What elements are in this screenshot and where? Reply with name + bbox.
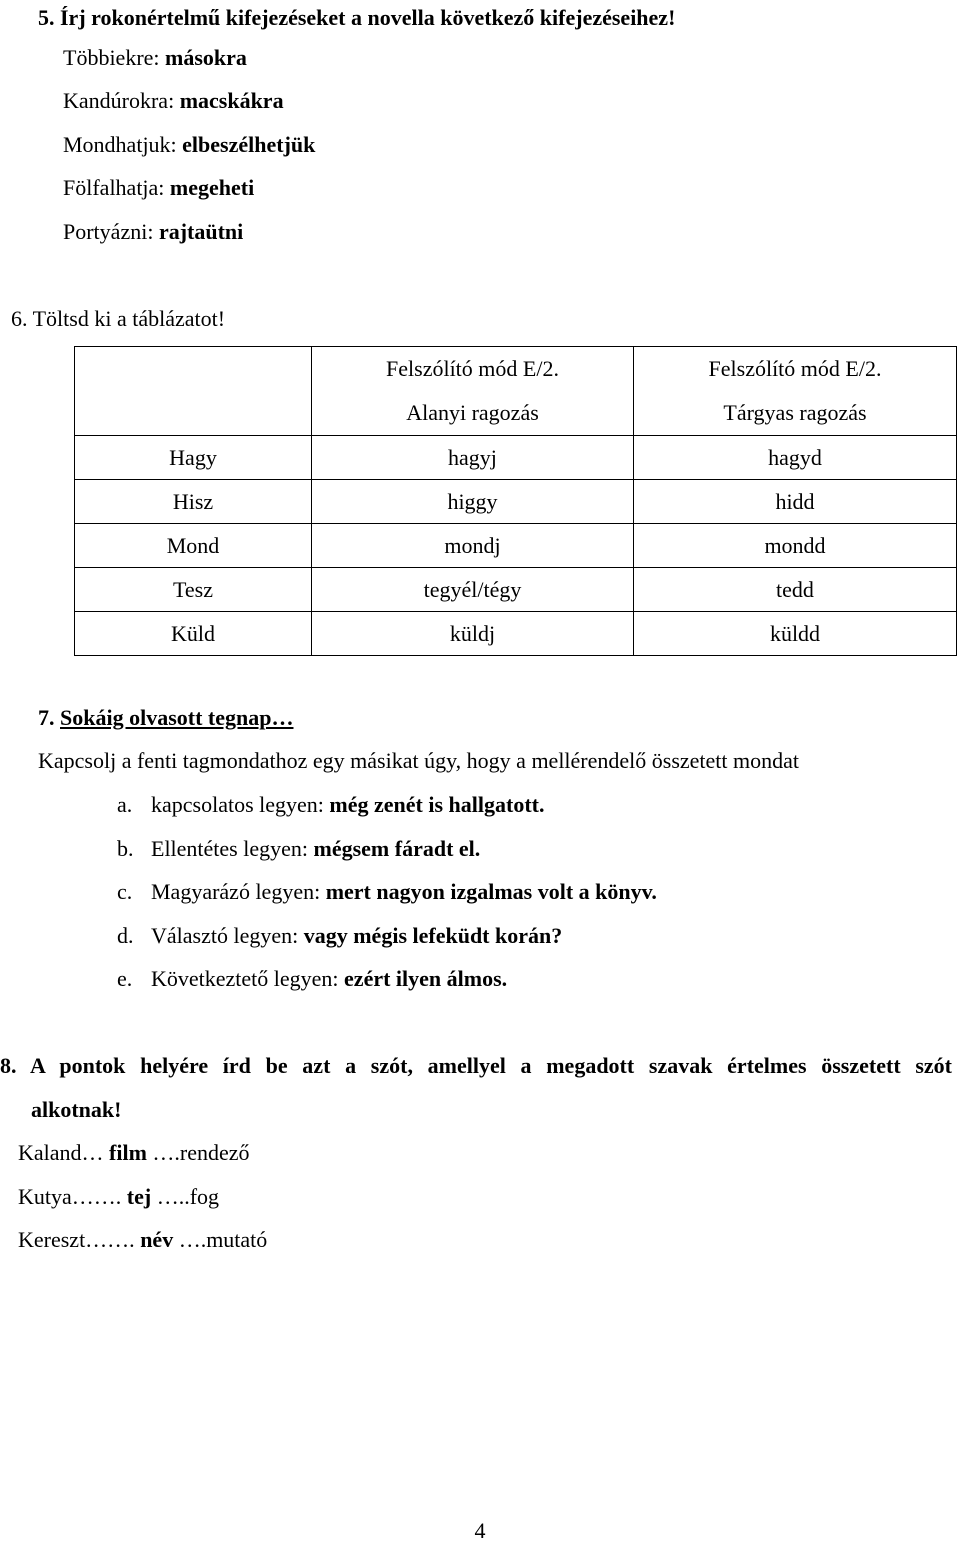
task7-item — [151, 835, 480, 863]
table-row — [75, 524, 957, 568]
task7-prompt: Ellentétes legyen: — [151, 836, 314, 861]
table-cell-verb: Küld — [75, 612, 312, 656]
task8-answer: film — [109, 1140, 147, 1165]
table-cell-targyas: mondd — [634, 524, 957, 568]
table-cell-targyas: küldd — [634, 612, 957, 656]
task5-answer: elbeszélhetjük — [182, 132, 316, 157]
task7-item-letter: a. — [117, 792, 133, 817]
table-row — [75, 612, 957, 656]
task7-item — [151, 878, 657, 906]
table-cell-targyas: tedd — [634, 568, 957, 612]
task5-prompt: Többiekre: — [63, 45, 166, 70]
task7-answer: vagy mégis lefeküdt korán? — [303, 923, 563, 948]
task7-instruction: Kapcsolj a fenti tagmondathoz egy másikat úgy, hogy a mellérendelő összetett mondat — [38, 748, 800, 773]
table-cell-alanyi: mondj — [312, 524, 634, 568]
task7-prompt: Következtető legyen: — [151, 966, 345, 991]
task5-answer: macskákra — [179, 88, 284, 113]
table-row — [75, 480, 957, 524]
task7-title: Sokáig olvasott tegnap… — [60, 705, 294, 730]
task5-answer: másokra — [165, 45, 247, 70]
table-header-targyas — [634, 347, 957, 436]
task5-item — [63, 44, 247, 72]
task7-item-letter: b. — [117, 836, 134, 861]
header-conjugation: Alanyi ragozás — [406, 400, 539, 425]
table-cell-targyas: hidd — [634, 480, 957, 524]
table-cell-alanyi: hagyj — [312, 436, 634, 480]
task8-after: ….rendező — [146, 1140, 250, 1165]
task8-item — [18, 1139, 250, 1167]
table-cell-targyas: hagyd — [634, 436, 957, 480]
task8-after: ….mutató — [173, 1227, 268, 1252]
task5-prompt: Mondhatjuk: — [63, 132, 183, 157]
task8-before: Kutya……. — [18, 1184, 127, 1209]
task7-answer: ezért ilyen álmos. — [344, 966, 508, 991]
task8-before: Kereszt……. — [18, 1227, 141, 1252]
task7-item-letter: c. — [117, 879, 133, 904]
task5-item — [63, 87, 284, 115]
task8-item — [18, 1183, 219, 1211]
task7-prompt: kapcsolatos legyen: — [151, 792, 330, 817]
task5-item — [63, 218, 243, 246]
table-cell-verb: Tesz — [75, 568, 312, 612]
task7-number: 7. — [38, 705, 60, 730]
table-cell-alanyi: küldj — [312, 612, 634, 656]
task7-prompt: Választó legyen: — [151, 923, 304, 948]
page-number: 4 — [474, 1518, 486, 1543]
task8-heading-line2: alkotnak! — [31, 1097, 122, 1122]
task7-item — [151, 791, 544, 819]
task5-prompt: Kandúrokra: — [63, 88, 180, 113]
table-cell-alanyi: tegyél/tégy — [312, 568, 634, 612]
task7-item — [151, 965, 507, 993]
task8-answer: tej — [126, 1184, 152, 1209]
table-cell-verb: Mond — [75, 524, 312, 568]
task7-item-letter: d. — [117, 923, 134, 948]
task8-before: Kaland… — [18, 1140, 110, 1165]
task7-answer: még zenét is hallgatott. — [329, 792, 545, 817]
task5-answer: rajtaütni — [158, 219, 244, 244]
header-mode: Felszólító mód E/2. — [708, 356, 882, 381]
table-cell-verb: Hisz — [75, 480, 312, 524]
task5-prompt: Fölfalhatja: — [63, 175, 170, 200]
table-row — [75, 568, 957, 612]
task5-item — [63, 174, 254, 202]
task7-answer: mert nagyon izgalmas volt a könyv. — [325, 879, 657, 904]
task7-heading — [38, 704, 293, 732]
task8-heading-line1: 8. A pontok helyére írd be azt a szót, amellyel a megadott szavak értelmes összetett szót — [0, 1053, 952, 1078]
table-cell-alanyi: higgy — [312, 480, 634, 524]
task8-after: …..fog — [151, 1184, 220, 1209]
table-header-row — [75, 347, 957, 436]
task5-prompt: Portyázni: — [63, 219, 159, 244]
task7-item — [151, 922, 562, 950]
task7-prompt: Magyarázó legyen: — [151, 879, 326, 904]
task5-answer: megeheti — [169, 175, 255, 200]
task5-item — [63, 131, 315, 159]
task8-item — [18, 1226, 267, 1254]
task7-item-letter: e. — [117, 966, 133, 991]
task7-answer: mégsem fáradt el. — [313, 836, 481, 861]
task6-heading: 6. Töltsd ki a táblázatot! — [11, 306, 226, 331]
task5-heading: 5. Írj rokonértelmű kifejezéseket a novella következő kifejezéseihez! — [38, 5, 676, 30]
header-conjugation: Tárgyas ragozás — [723, 400, 867, 425]
table-header-alanyi — [312, 347, 634, 436]
table-row — [75, 436, 957, 480]
header-mode: Felszólító mód E/2. — [386, 356, 559, 381]
table-header-empty — [75, 347, 312, 436]
imperative-table — [74, 346, 957, 656]
table-cell-verb: Hagy — [75, 436, 312, 480]
task8-answer: név — [140, 1227, 174, 1252]
